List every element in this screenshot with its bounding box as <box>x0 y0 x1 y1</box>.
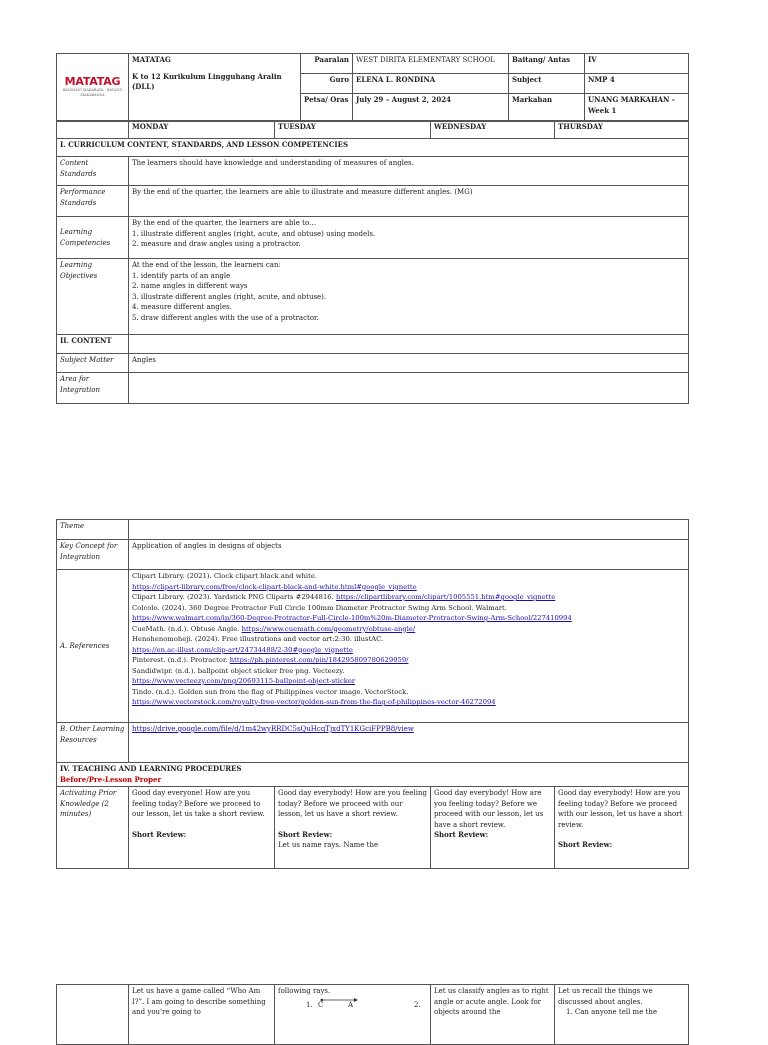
reference-line: CueMath. (n.d.). Obtuse Angle. https://www.cuemath.com/geometry/obtuse-angle/ <box>132 624 416 633</box>
tuesday-rays: following rays. 1. C A 2. <box>275 985 431 1045</box>
competency-line: By the end of the quarter, the learners are able to… <box>132 219 317 227</box>
reference-line: Sandidwipr. (n.d.). ballpoint object sticker free png. Vecteezy. <box>132 666 345 675</box>
objective-line: 2. name angles in different ways <box>132 282 248 290</box>
ray-item-1: 1. <box>306 1000 313 1009</box>
wednesday-classify-text: Let us classify angles as to right angle or acute angle. Look for objects around the <box>431 985 555 1045</box>
reference-line: Pinterest. (n.d.). Protractor. https://ph.pinterest.com/pin/184295809780629959/ <box>132 656 409 664</box>
section1-heading: I. CURRICULUM CONTENT, STANDARDS, AND LESSON COMPETENCIES <box>57 139 689 157</box>
reference-link[interactable]: https://www.vecteezy.com/png/20693115-ballpoint-object-sticker <box>132 677 356 685</box>
program-name: MATATAG <box>132 55 171 64</box>
objective-line: 3. illustrate different angles (right, acute, and obtuse). <box>132 292 327 301</box>
monday-activating: Good day everyone! How are you feeling today? Before we proceed to our lesson, let us take a short review. Short Review: <box>129 787 275 869</box>
school-value: WEST DIRITA ELEMENTARY SCHOOL <box>353 54 509 74</box>
subject-label: Subject <box>509 74 585 94</box>
tuesday-review-text: Let us name rays. Name the <box>278 841 379 849</box>
logo <box>57 54 129 122</box>
ray-point-c: C <box>318 1000 324 1009</box>
content-standards: The learners should have knowledge and understanding of measures of angles. <box>129 157 689 186</box>
key-concept-label: Key Concept for Integration <box>57 540 129 570</box>
reference-line: Clipart Library. (2023). Yardstick PNG Cliparts #2944816. https://clipartlibrary.com/clipart/1005551.htm#google_vignette <box>132 593 556 601</box>
short-review-label: Short Review: <box>132 829 187 839</box>
reference-line <box>132 676 685 687</box>
integration-label: Area for Integration <box>57 373 129 404</box>
performance-standards: By the end of the quarter, the learners are able to illustrate and measure different angles. (MG) <box>129 186 689 217</box>
pre-lesson-heading: Before/Pre-Lesson Proper <box>60 774 162 784</box>
reference-link[interactable]: https://ph.pinterest.com/pin/184295809780629959/ <box>229 656 409 664</box>
quarter-value: UNANG MARKAHAN - Week 1 <box>585 94 689 122</box>
procedures-table-continued <box>56 984 689 1045</box>
short-review-label: Short Review: <box>278 829 333 839</box>
subject-matter-label: Subject Matter <box>57 354 129 373</box>
doc-title-cell <box>129 54 301 122</box>
thursday-recall: Let us recall the things we discussed about angles. 1. Can anyone tell me the <box>555 985 689 1045</box>
ray-item-2: 2. <box>414 1000 421 1009</box>
objective-line: 4. measure different angles. <box>132 303 232 311</box>
reference-line: Tindo. (n.d.). Golden sun from the flag of Philippines vector image. VectorStock. <box>132 687 409 696</box>
subject-matter: Angles <box>129 354 689 373</box>
other-resources-label: B. Other Learning Resources <box>57 723 129 763</box>
day-thursday: THURSDAY <box>555 121 689 139</box>
references-label: A. References <box>57 570 129 723</box>
short-review-label: Short Review: <box>558 840 613 849</box>
reference-link[interactable]: https://www.cuemath.com/geometry/obtuse-angle/ <box>241 624 416 633</box>
grade-label: Baitang/ Antas <box>509 54 585 74</box>
subject-value: NMP 4 <box>585 74 689 94</box>
objective-line: 5. draw different angles with the use of a protractor. <box>132 313 319 322</box>
reference-link[interactable]: https://www.walmart.com/ip/360-Degree-Protractor-Full-Circle-100m%20m-Diameter-Protractor-Swing-Arm-School/227410994 <box>132 614 572 622</box>
thursday-activating: Good day everybody! How are you feeling today? Before we proceed with our lesson, let us have a short review. Short Review: <box>555 787 689 869</box>
ray-point-a: A <box>348 1000 354 1009</box>
other-resources-link[interactable]: https://drive.google.com/file/d/1m42wyRRDC5sQuHcqTjxdTY1KGciFPPB8/view <box>132 725 414 733</box>
reference-link[interactable]: https://en.ac-illust.com/clip-art/24734488/2-30#google_vignette <box>132 645 353 654</box>
day-tuesday: TUESDAY <box>275 121 431 139</box>
theme-label: Theme <box>57 520 129 540</box>
school-label: Paaralan <box>301 54 353 74</box>
section4-title: IV. TEACHING AND LEARNING PROCEDURES <box>60 764 242 773</box>
section2-heading: II. CONTENT <box>57 335 129 354</box>
tuesday-activating: Good day everybody! How are you feeling today? Before we proceed with our lesson, let us have a short review. Short Review: Let us name rays. Name the <box>275 787 431 869</box>
teacher-value: ELENA L. RONDINA <box>353 74 509 94</box>
reference-line: Henohenomoheji. (2024). Free illustrations and vector art:2:30. illustAC. <box>132 635 384 643</box>
objective-line: At the end of the lesson, the learners can: <box>132 261 281 269</box>
curriculum-table <box>56 120 689 404</box>
learning-objectives <box>129 259 689 335</box>
logo-text: MATATAG <box>64 75 121 89</box>
reference-link[interactable]: https://www.vectorstock.com/royalty-free-vector/golden-sun-from-the-flag-of-philippines-vector-46272094 <box>132 698 496 706</box>
quarter-label: Markahan <box>509 94 585 122</box>
reference-link[interactable]: https://clipart-library.com/free/clock-clipart-black-and-white.html#google_vignette <box>132 582 417 591</box>
competency-line: 1. illustrate different angles (right, acute, and obtuse) using models. <box>132 229 376 238</box>
activating-label: Activating Prior Knowledge (2 minutes) <box>57 787 129 869</box>
learning-competencies-label: Learning Competencies <box>57 217 129 259</box>
grade-value: IV <box>585 54 689 74</box>
learning-objectives-label: Learning Objectives <box>57 259 129 335</box>
reference-link[interactable]: https://clipartlibrary.com/clipart/1005551.htm#google_vignette <box>335 593 556 601</box>
resources-table <box>56 519 689 869</box>
reference-line <box>132 697 685 708</box>
short-review-label: Short Review: <box>434 830 489 839</box>
objective-line: 1. identify parts of an angle <box>132 271 231 280</box>
monday-game-text: Let us have a game called “Who Am I?”. I am going to describe something and you're going to <box>129 985 275 1045</box>
performance-standards-label: Performance Standards <box>57 186 129 217</box>
competency-line: 2. measure and draw angles using a protractor. <box>132 240 301 248</box>
doc-title: K to 12 Kurikulum Lingguhang Aralin (DLL) <box>132 71 282 91</box>
date-label: Petsa/ Oras <box>301 94 353 122</box>
date-value: July 29 – August 2, 2024 <box>353 94 509 122</box>
reference-line <box>132 613 685 624</box>
section4-heading <box>57 763 689 787</box>
key-concept: Application of angles in designs of objects <box>129 540 689 570</box>
reference-line <box>132 582 685 593</box>
learning-competencies <box>129 217 689 259</box>
reference-line <box>132 645 685 656</box>
day-wednesday: WEDNESDAY <box>431 121 555 139</box>
reference-line: Clipart Library. (2021). Clock clipart black and white. <box>132 572 317 580</box>
reference-line: Colcolo. (2024). 360 Degree Protractor Full Circle 100mm Diameter Protractor Swing Arm School. Walmart. <box>132 603 507 612</box>
teacher-label: Guro <box>301 74 353 94</box>
content-standards-label: Content Standards <box>57 157 129 186</box>
wednesday-activating: Good day everybody! How are you feeling today? Before we proceed with our lesson, let us have a short review. Short Review: <box>431 787 555 869</box>
logo-subtitle: BANSANG MAKABATA · BATANG MAKABANSA <box>62 87 123 97</box>
header-table <box>56 53 689 122</box>
references-list <box>129 570 689 723</box>
day-monday: MONDAY <box>129 121 275 139</box>
